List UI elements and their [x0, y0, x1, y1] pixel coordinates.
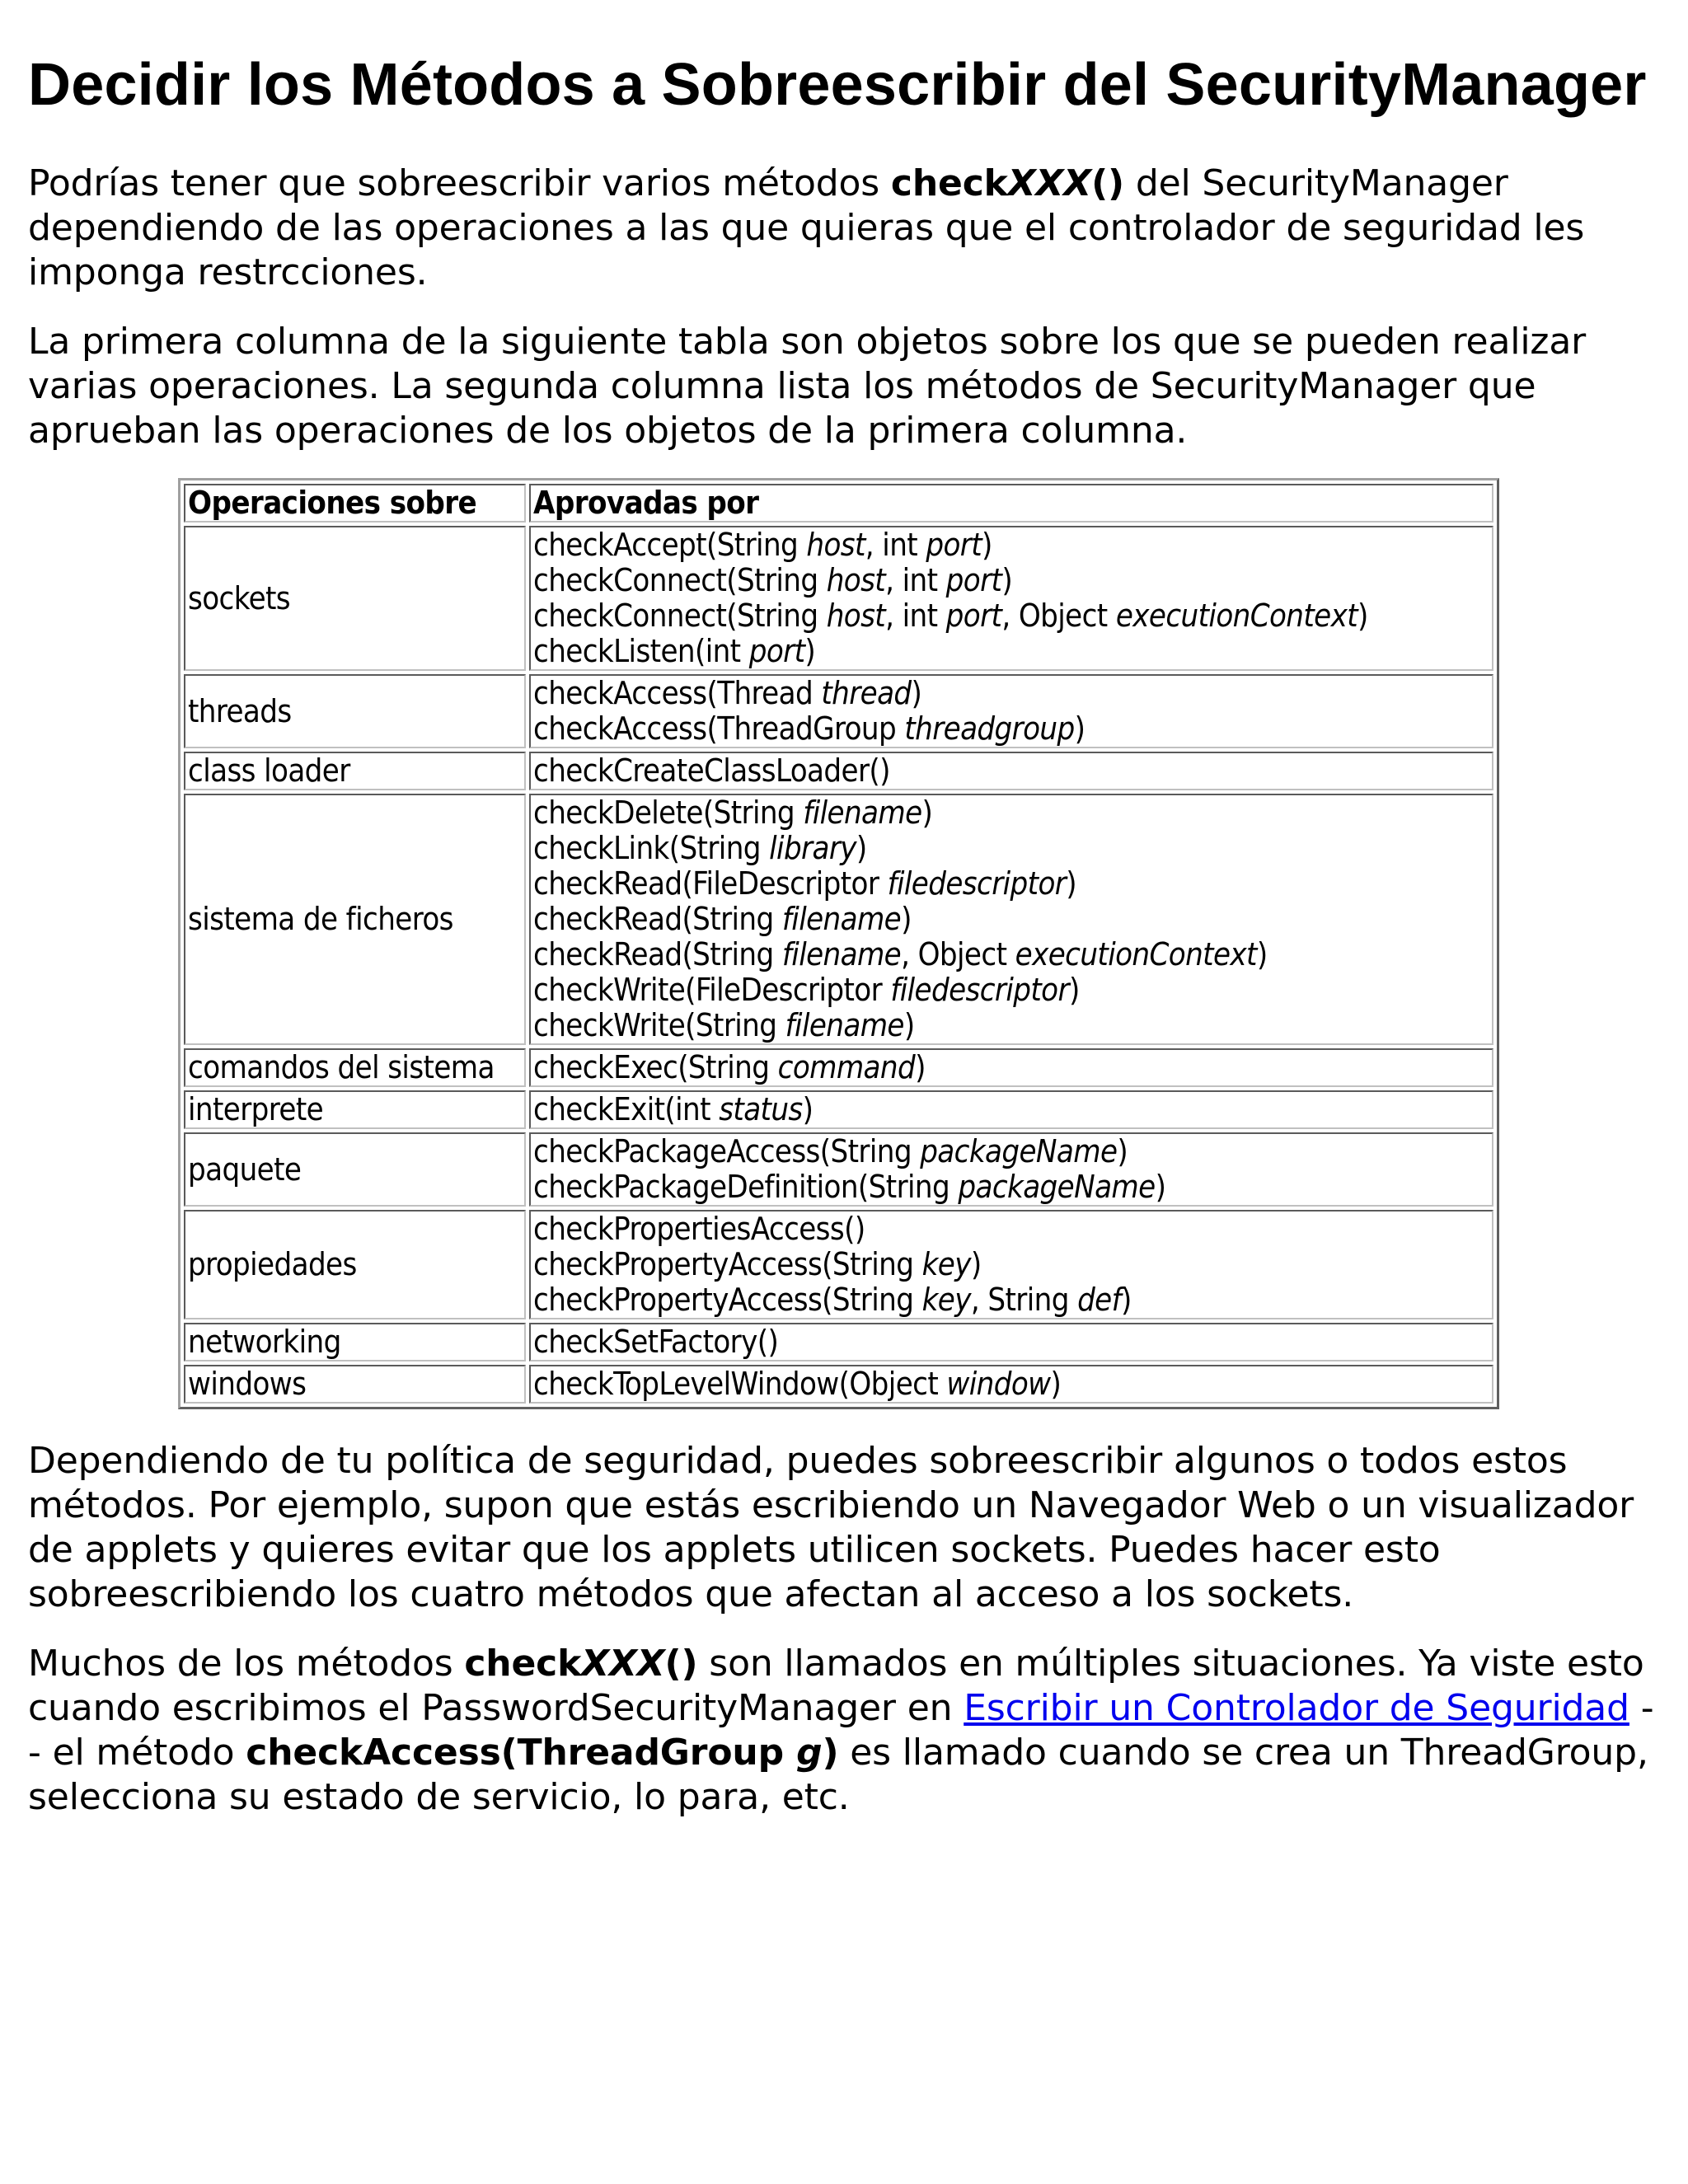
table-body: [184, 526, 1493, 1404]
signature-text: checkExec(String: [533, 1049, 778, 1085]
signature-text: ): [1256, 936, 1268, 972]
table-row: [184, 1090, 1493, 1129]
operation-object-cell: class loader: [184, 752, 526, 790]
operation-object-cell: interprete: [184, 1090, 526, 1129]
parameter-name: key: [921, 1282, 971, 1318]
parameter-name: host: [826, 562, 886, 598]
parameter-name: port: [945, 598, 1002, 634]
approving-methods-cell: [529, 1365, 1493, 1404]
operation-object-cell: threads: [184, 674, 526, 748]
table-row: [184, 1132, 1493, 1207]
method-signature: [533, 937, 1489, 972]
method-signature: [533, 1092, 1489, 1127]
signature-text: , Object: [901, 936, 1015, 972]
signature-text: ): [1117, 1133, 1128, 1169]
method-signature: [533, 753, 1489, 789]
column-header-objects: Operaciones sobre: [184, 484, 526, 523]
method-signature: [533, 1212, 1489, 1247]
signature-text: ): [1357, 598, 1368, 634]
signature-text: checkExit(int: [533, 1091, 720, 1127]
signature-text: ): [921, 794, 933, 831]
outro-text: es llamado cuando se crea un ThreadGroup, selecciona su estado de servicio, lo para, etc.: [28, 1732, 1648, 1818]
signature-text: ): [802, 1091, 814, 1127]
code-italic: g: [796, 1732, 823, 1774]
signature-text: checkDelete(String: [533, 794, 804, 831]
signature-text: checkSetFactory(): [533, 1324, 779, 1360]
signature-text: checkConnect(String: [533, 562, 827, 598]
signature-text: checkAccept(String: [533, 527, 807, 563]
parameter-name: filename: [803, 794, 922, 831]
method-signature: [533, 634, 1489, 669]
method-signature: [533, 866, 1489, 902]
method-signature: [533, 711, 1489, 747]
signature-text: ): [1155, 1169, 1166, 1205]
method-signature: [533, 902, 1489, 937]
signature-text: , int: [885, 598, 946, 634]
parameter-name: port: [945, 562, 1002, 598]
method-signature: [533, 831, 1489, 866]
signature-text: checkAccess(ThreadGroup: [533, 710, 905, 747]
signature-text: checkCreateClassLoader(): [533, 752, 890, 789]
method-name-checkxxx: [464, 1643, 697, 1685]
operation-object-cell: paquete: [184, 1132, 526, 1207]
parameter-name: port: [926, 527, 982, 563]
code-text: check: [890, 162, 1008, 204]
table-row: [184, 794, 1493, 1045]
parameter-name: thread: [821, 675, 912, 711]
column-header-methods: Aprovadas por: [529, 484, 1493, 523]
parameter-name: executionContext: [1015, 936, 1257, 972]
method-signature: [533, 795, 1489, 831]
signature-text: ): [1066, 865, 1076, 902]
signature-text: checkPropertyAccess(String: [533, 1246, 922, 1282]
method-signature: [533, 1366, 1489, 1402]
parameter-name: key: [921, 1246, 971, 1282]
outro-paragraph-1: Dependiendo de tu política de seguridad, puedes sobreescribir algunos o todos estos métodos. Por ejemplo, supon que estás escribiendo un Navegador Web o un visualizador de applets y quieres evitar que los applets utilicen sockets. Puedes hacer esto sobreescribiendo los cuatro métodos que afectan al acceso a los sockets.: [28, 1440, 1634, 1615]
signature-text: ): [804, 633, 816, 669]
table-row: [184, 674, 1493, 748]
signature-text: ): [1001, 562, 1013, 598]
code-text: checkAccess(ThreadGroup: [246, 1732, 797, 1774]
parameter-name: host: [826, 598, 886, 634]
table-row: [184, 526, 1493, 671]
approving-methods-cell: [529, 674, 1493, 748]
signature-text: checkTopLevelWindow(Object: [533, 1366, 947, 1402]
method-signature: [533, 1008, 1489, 1043]
parameter-name: filename: [781, 936, 902, 972]
table-row: [184, 752, 1493, 790]
signature-text: checkListen(int: [533, 633, 749, 669]
signature-text: ): [903, 1007, 915, 1043]
outro-paragraph-2: [28, 1642, 1664, 1820]
parameter-name: filename: [785, 1007, 904, 1043]
signature-text: , String: [970, 1282, 1078, 1318]
method-name-checkxxx: [891, 162, 1124, 204]
operation-object-cell: networking: [184, 1323, 526, 1361]
method-signature: [533, 1324, 1489, 1360]
method-signature: [533, 972, 1489, 1008]
parameter-name: window: [946, 1366, 1051, 1402]
method-signature: [533, 1134, 1489, 1169]
signature-text: , int: [865, 527, 926, 563]
parameter-name: def: [1077, 1282, 1122, 1318]
operation-object-cell: propiedades: [184, 1210, 526, 1319]
parameter-name: host: [806, 527, 865, 563]
table-row: [184, 1210, 1493, 1319]
operation-object-cell: sistema de ficheros: [184, 794, 526, 1045]
approving-methods-cell: [529, 1323, 1493, 1361]
intro-paragraph-2: La primera columna de la siguiente tabla son objetos sobre los que se pueden realizar varias operaciones. La segunda columna lista los métodos de SecurityManager que aprueban las operaciones de los objetos de la primera columna.: [28, 321, 1587, 452]
signature-text: checkPackageAccess(String: [533, 1133, 921, 1169]
approving-methods-cell: [529, 794, 1493, 1045]
parameter-name: packageName: [920, 1133, 1118, 1169]
signature-text: ): [970, 1246, 982, 1282]
signature-text: ): [1121, 1282, 1132, 1318]
parameter-name: executionContext: [1115, 598, 1358, 634]
signature-text: ): [1050, 1366, 1062, 1402]
signature-text: , int: [885, 562, 946, 598]
outro-text: Muchos de los métodos: [28, 1643, 465, 1685]
code-text: check: [464, 1643, 582, 1685]
intro-paragraph-1: [28, 162, 1664, 295]
code-text: ): [822, 1732, 839, 1774]
signature-text: checkRead(String: [533, 901, 782, 937]
approving-methods-cell: [529, 1210, 1493, 1319]
method-name-checkaccess-threadgroup: [246, 1732, 838, 1774]
method-signature: [533, 598, 1489, 634]
signature-text: ): [856, 830, 867, 866]
parameter-name: threadgroup: [904, 710, 1075, 747]
signature-text: ): [1074, 710, 1085, 747]
approving-methods-cell: [529, 752, 1493, 790]
parameter-name: filedescriptor: [887, 865, 1067, 902]
signature-text: ): [982, 527, 992, 563]
parameter-name: command: [777, 1049, 916, 1085]
table-header-row: [184, 484, 1493, 523]
table-row: [184, 1048, 1493, 1087]
operation-object-cell: comandos del sistema: [184, 1048, 526, 1087]
signature-text: checkPackageDefinition(String: [533, 1169, 959, 1205]
signature-text: checkAccess(Thread: [533, 675, 822, 711]
signature-text: ): [1068, 972, 1080, 1008]
code-text: (): [664, 1643, 698, 1685]
code-italic: XXX: [581, 1643, 665, 1685]
outro-text: son llamados en múltiples situaciones. Ya viste esto cuando escribimos el PasswordSecurityManager en: [28, 1643, 1644, 1729]
method-signature: [533, 1169, 1489, 1205]
outro-text: -- el método: [28, 1687, 1654, 1774]
parameter-name: packageName: [958, 1169, 1156, 1205]
parameter-name: filedescriptor: [890, 972, 1069, 1008]
operation-object-cell: sockets: [184, 526, 526, 671]
approving-methods-cell: [529, 1090, 1493, 1129]
signature-text: checkRead(String: [533, 936, 782, 972]
approving-methods-cell: [529, 1048, 1493, 1087]
signature-text: ): [901, 901, 912, 937]
code-italic: XXX: [1007, 162, 1092, 204]
signature-text: checkRead(FileDescriptor: [533, 865, 888, 902]
intro-text: Podrías tener que sobreescribir varios métodos: [28, 162, 891, 204]
method-signature: [533, 1282, 1489, 1318]
page-content: [28, 49, 1664, 1844]
code-text: (): [1091, 162, 1124, 204]
method-signature: [533, 1050, 1489, 1085]
operations-table: [178, 478, 1499, 1409]
table-row: [184, 1323, 1493, 1361]
parameter-name: library: [769, 830, 856, 866]
signature-text: ): [915, 1049, 926, 1085]
signature-text: checkPropertyAccess(String: [533, 1282, 922, 1318]
method-signature: [533, 563, 1489, 598]
signature-text: checkWrite(String: [533, 1007, 785, 1043]
signature-text: checkLink(String: [533, 830, 770, 866]
signature-text: checkPropertiesAccess(): [533, 1211, 865, 1247]
page-title: Decidir los Métodos a Sobreescribir del SecurityManager: [28, 52, 1647, 118]
signature-text: , Object: [1001, 598, 1116, 634]
operation-object-cell: windows: [184, 1365, 526, 1404]
table-row: [184, 1365, 1493, 1404]
method-signature: [533, 676, 1489, 711]
method-signature: [533, 527, 1489, 563]
intro-text: del SecurityManager dependiendo de las operaciones a las que quieras que el controlador de seguridad les imponga restrcciones.: [28, 162, 1585, 293]
parameter-name: filename: [781, 901, 902, 937]
signature-text: ): [911, 675, 922, 711]
signature-text: checkWrite(FileDescriptor: [533, 972, 891, 1008]
signature-text: checkConnect(String: [533, 598, 827, 634]
parameter-name: port: [748, 633, 805, 669]
approving-methods-cell: [529, 526, 1493, 671]
parameter-name: status: [719, 1091, 803, 1127]
link-escribir-controlador[interactable]: Escribir un Controlador de Seguridad: [964, 1687, 1629, 1729]
method-signature: [533, 1247, 1489, 1282]
approving-methods-cell: [529, 1132, 1493, 1207]
